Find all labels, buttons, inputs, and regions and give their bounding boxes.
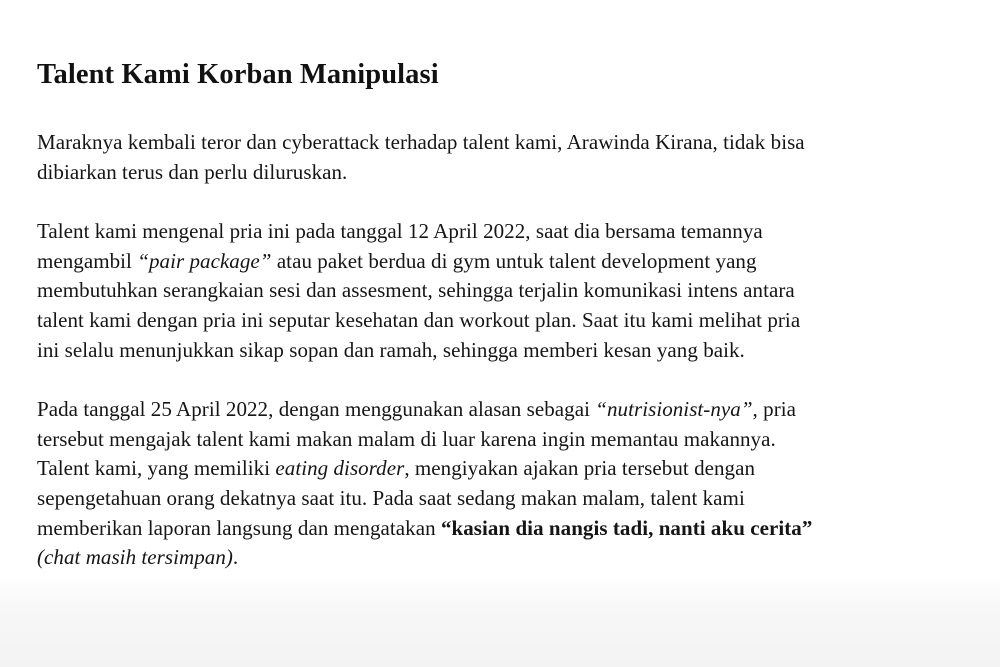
- bold-quote: “kasian dia nangis tadi, nanti aku cerita”: [440, 515, 813, 540]
- text-run: Pada tanggal 25 April 2022, dengan menggunakan alasan sebagai: [37, 397, 596, 422]
- text-run: , mengiyakan ajakan pria tersebut dengan: [404, 456, 756, 481]
- paragraph-line: [37, 395, 977, 425]
- italic-quote: “pair package”: [137, 248, 272, 273]
- text-run: atau paket berdua di gym untuk talent development yang: [271, 248, 757, 273]
- article-body: [37, 56, 977, 573]
- italic-quote: “nutrisionist-nya”: [595, 397, 753, 422]
- paragraph-line: dibiarkan terus dan perlu diluruskan.: [37, 159, 348, 184]
- paragraph-line: ini selalu menunjukkan sikap sopan dan ramah, sehingga memberi kesan yang baik.: [37, 337, 745, 362]
- article-title: Talent Kami Korban Manipulasi: [37, 59, 439, 90]
- paragraph-intro: [37, 128, 977, 187]
- paragraph-line: Maraknya kembali teror dan cyberattack terhadap talent kami, Arawinda Kirana, tidak bisa: [37, 130, 805, 154]
- text-run: , pria: [752, 397, 796, 422]
- text-run: mengambil: [37, 248, 138, 273]
- paragraph-line: [37, 454, 977, 484]
- text-run: .: [232, 545, 239, 570]
- text-run: Talent kami, yang memiliki: [37, 456, 276, 481]
- italic-note: (chat masih tersimpan): [37, 545, 233, 570]
- paragraph-line: [37, 543, 977, 573]
- paragraph-line: [37, 514, 977, 544]
- paragraph-line: Talent kami mengenal pria ini pada tanggal 12 April 2022, saat dia bersama temannya: [37, 219, 763, 244]
- italic-term: eating disorder: [275, 456, 405, 481]
- paragraph-meeting: [37, 217, 977, 365]
- paragraph-line: membutuhkan serangkaian sesi dan assesment, sehingga terjalin komunikasi intens antara: [37, 278, 795, 303]
- text-run: memberikan laporan langsung dan mengatakan: [37, 515, 441, 540]
- paragraph-line: [37, 247, 977, 277]
- paragraph-line: sepengetahuan orang dekatnya saat itu. Pada saat sedang makan malam, talent kami: [37, 485, 745, 510]
- paragraph-line: talent kami dengan pria ini seputar kesehatan dan workout plan. Saat itu kami melihat pria: [37, 307, 801, 332]
- paragraph-line: tersebut mengajak talent kami makan malam di luar karena ingin memantau makannya.: [37, 426, 776, 451]
- paragraph-dinner: [37, 395, 977, 573]
